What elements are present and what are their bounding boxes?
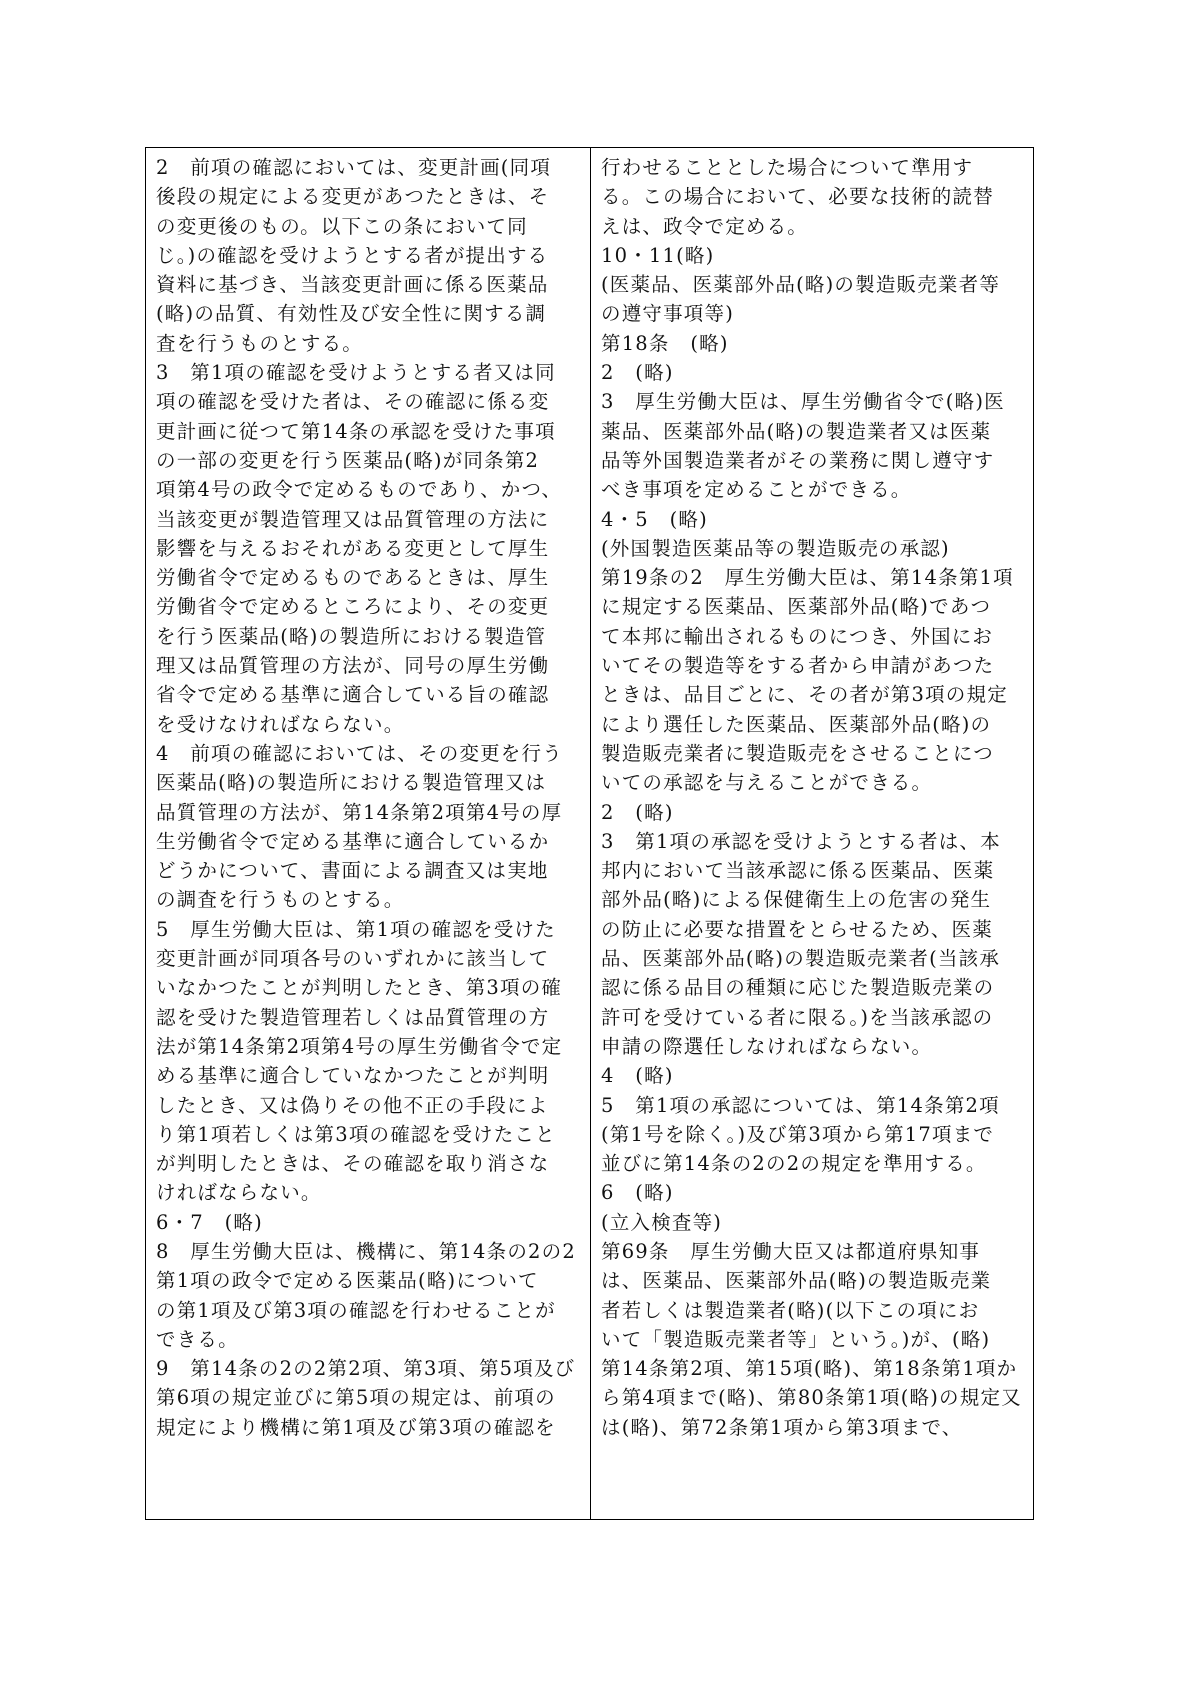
- text-line: 認に係る品目の種類に応じた製造販売業の: [601, 976, 995, 1000]
- text-line: いての承認を与えることができる。: [601, 771, 933, 795]
- left-column: [146, 148, 591, 1519]
- text-line: 第1項の政令で定める医薬品(略)について: [156, 1269, 539, 1293]
- text-line: (略)の品質、有効性及び安全性に関する調: [156, 302, 547, 326]
- text-line: 2 前項の確認においては、変更計画(同項: [156, 156, 552, 179]
- text-line: 項の確認を受けた者は、その確認に係る変: [156, 390, 550, 414]
- text-line: の変更後のもの。以下この条において同: [156, 214, 528, 238]
- text-line: 労働省令で定めるものであるときは、厚生: [156, 566, 550, 590]
- text-line: 当該変更が製造管理又は品質管理の方法に: [156, 507, 550, 531]
- text-line: 項第4号の政令で定めるものであり、かつ、: [156, 478, 563, 502]
- text-line: 製造販売業者に製造販売をさせることにつ: [601, 741, 994, 765]
- text-line: 後段の規定による変更があつたときは、そ: [156, 185, 550, 209]
- text-line: 法が第14条第2項第4号の厚生労働省令で定: [156, 1034, 563, 1058]
- text-line: を行う医薬品(略)の製造所における製造管: [156, 624, 547, 648]
- text-line: 第18条 (略): [601, 331, 729, 355]
- text-line: 5 厚生労働大臣は、第1項の確認を受けた: [156, 917, 556, 941]
- text-line: 第14条第2項、第15項(略)、第18条第1項か: [601, 1357, 1018, 1381]
- text-line: 薬品、医薬部外品(略)の製造業者又は医薬: [601, 419, 992, 443]
- text-line: 影響を与えるおそれがある変更として厚生: [156, 536, 550, 560]
- text-line: り第1項若しくは第3項の確認を受けたこと: [156, 1122, 556, 1146]
- text-line: べき事項を定めることができる。: [601, 478, 912, 502]
- right-column: [591, 148, 1033, 1519]
- text-line: の防止に必要な措置をとらせるため、医薬: [601, 917, 993, 941]
- text-line: 第6項の規定並びに第5項の規定は、前項の: [156, 1386, 556, 1410]
- text-line: 6・7 (略): [156, 1210, 263, 1234]
- text-line: ら第4項まで(略)、第80条第1項(略)の規定又: [601, 1386, 1022, 1410]
- text-line: ときは、品目ごとに、その者が第3項の規定: [601, 683, 1008, 707]
- text-line: 資料に基づき、当該変更計画に係る医薬品: [156, 273, 549, 297]
- text-line: の調査を行うものとする。: [156, 888, 405, 912]
- text-line: えは、政令で定める。: [601, 214, 809, 238]
- text-line: 2 (略): [601, 800, 674, 824]
- text-line: 4 (略): [601, 1064, 674, 1088]
- text-line: (立入検査等): [601, 1210, 723, 1234]
- text-line: 品等外国製造業者がその業務に関し遵守す: [601, 448, 995, 472]
- text-line: 部外品(略)による保健衛生上の危害の発生: [601, 888, 992, 912]
- text-line: いなかつたことが判明したとき、第3項の確: [156, 976, 563, 1000]
- text-line: 省令で定める基準に適合している旨の確認: [156, 683, 550, 707]
- text-line: める基準に適合していなかつたことが判明: [156, 1064, 550, 1088]
- text-line: 3 厚生労働大臣は、厚生労働省令で(略)医: [601, 390, 1005, 414]
- text-line: を受けなければならない。: [156, 712, 405, 736]
- text-line: いて「製造販売業者等」という。)が、(略): [601, 1327, 991, 1351]
- text-line: 4・5 (略): [601, 507, 708, 531]
- text-line: に規定する医薬品、医薬部外品(略)であつ: [601, 595, 992, 619]
- text-line: により選任した医薬品、医薬部外品(略)の: [601, 712, 992, 736]
- text-line: て本邦に輸出されるものにつき、外国にお: [601, 624, 994, 648]
- text-line: 変更計画が同項各号のいずれかに該当して: [156, 947, 550, 971]
- text-line: 10・11(略): [601, 243, 715, 267]
- text-line: の遵守事項等): [601, 302, 735, 326]
- text-line: 6 (略): [601, 1181, 674, 1205]
- text-line: 生労働省令で定める基準に適合しているか: [156, 829, 550, 853]
- text-line: 行わせることとした場合について準用す: [601, 156, 974, 179]
- text-line: どうかについて、書面による調査又は実地: [156, 859, 549, 883]
- text-line: 査を行うものとする。: [156, 331, 364, 355]
- text-line: は(略)、第72条第1項から第3項まで、: [601, 1415, 963, 1439]
- text-line: が判明したときは、その確認を取り消さな: [156, 1152, 550, 1176]
- text-line: 者若しくは製造業者(略)(以下この項にお: [601, 1298, 980, 1322]
- text-line: 3 第1項の確認を受けようとする者又は同: [156, 361, 556, 385]
- text-line: 規定により機構に第1項及び第3項の確認を: [156, 1415, 556, 1439]
- text-line: 労働省令で定めるところにより、その変更: [156, 595, 550, 619]
- text-line: 第69条 厚生労働大臣又は都道府県知事: [601, 1239, 981, 1263]
- text-line: いてその製造等をする者から申請があつた: [601, 654, 995, 678]
- text-line: 8 厚生労働大臣は、機構に、第14条の2の2: [156, 1239, 576, 1263]
- text-line: 品質管理の方法が、第14条第2項第4号の厚: [156, 800, 563, 824]
- text-line: (第1号を除く。)及び第3項から第17項まで: [601, 1122, 995, 1146]
- text-line: できる。: [156, 1327, 239, 1351]
- comparison-table: [145, 147, 1034, 1520]
- text-line: したとき、又は偽りその他不正の手段によ: [156, 1093, 549, 1117]
- text-line: 認を受けた製造管理若しくは品質管理の方: [156, 1005, 550, 1029]
- text-line: 品、医薬部外品(略)の製造販売業者(当該承: [601, 947, 1001, 971]
- text-line: 申請の際選任しなければならない。: [601, 1034, 933, 1058]
- text-line: じ。)の確認を受けようとする者が提出する: [156, 243, 549, 267]
- text-line: 4 前項の確認においては、その変更を行う: [156, 741, 563, 765]
- text-line: 並びに第14条の2の2の規定を準用する。: [601, 1152, 987, 1176]
- text-line: 理又は品質管理の方法が、同号の厚生労働: [156, 654, 550, 678]
- text-line: ければならない。: [156, 1181, 322, 1205]
- text-line: 更計画に従つて第14条の承認を受けた事項: [156, 419, 556, 443]
- text-line: の一部の変更を行う医薬品(略)が同条第2: [156, 448, 540, 472]
- text-line: (外国製造医薬品等の製造販売の承認): [601, 536, 950, 560]
- text-line: 邦内において当該承認に係る医薬品、医薬: [601, 859, 995, 883]
- text-line: 許可を受けている者に限る。)を当該承認の: [601, 1005, 994, 1029]
- text-line: 2 (略): [601, 361, 674, 385]
- text-line: 3 第1項の承認を受けようとする者は、本: [601, 829, 1001, 853]
- text-line: 第19条の2 厚生労働大臣は、第14条第1項: [601, 566, 1014, 590]
- text-line: (医薬品、医薬部外品(略)の製造販売業者等: [601, 273, 1001, 297]
- text-line: る。この場合において、必要な技術的読替: [601, 185, 994, 209]
- text-line: の第1項及び第3項の確認を行わせることが: [156, 1298, 556, 1322]
- text-line: 9 第14条の2の2第2項、第3項、第5項及び: [156, 1357, 576, 1381]
- text-line: 5 第1項の承認については、第14条第2項: [601, 1093, 1000, 1117]
- text-line: は、医薬品、医薬部外品(略)の製造販売業: [601, 1269, 992, 1293]
- text-line: 医薬品(略)の製造所における製造管理又は: [156, 771, 547, 795]
